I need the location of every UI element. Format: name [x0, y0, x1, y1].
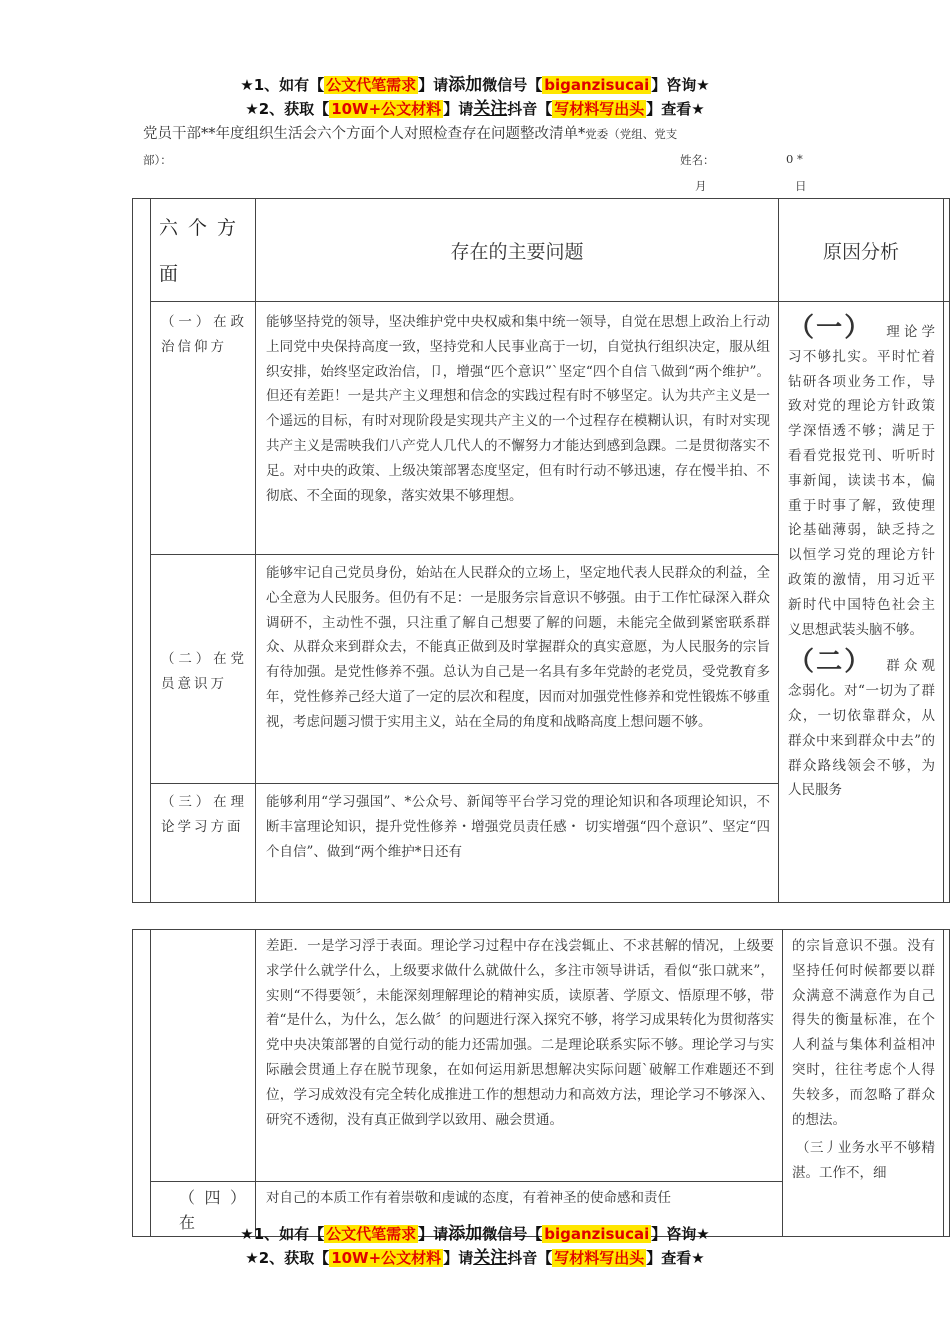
cause-section-1: （一） 理论学习不够扎实。平时忙着钻研各项业务工作，导致对党的理论方针政策学深悟透不够；满足于看看党报党刊、听听时事新闻，读读书本，偏重于时事了解，致使理论基础薄弱，缺乏持之以恒学习党的理论方针政策的激情，用习近平新时代中国特色社会主义思想武装头脑不够。 — [788, 313, 935, 638]
problem-theory-study-continued: 差距．一是学习浮于表面。理论学习过程中存在浅尝辄止、不求甚解的情况，上级要求学什么就学什么，上级要求做什么就做什么，多注市领导讲话，看似“张口就来”，实则“不得要领〞，未能深刻理解理论的精神实质，读原著、学原文、悟原理不够，带着“是什么，为什么，怎么做〞的问题进行深入探究不够，将学习成果转化为贯彻落实党中央决策部署的自觉行动的能力还需加强。二是理论联系实际不够。理论学习与实际融会贯通上存在脱节现象，在如何运用新思想解决实际问题`破解工作难题还不到位，学习成效没有完全转化成推进工作的想想动力和高效方法，理论学习不够深入、研究不透彻，没有真正做到学以致用、融会贯通。 — [256, 930, 783, 1182]
header-aspect: 六个方面 — [151, 199, 256, 302]
promo-line-2: ★2、获取【 10W+公文材料 】请关注抖音【 写材料写出头 】查看★ — [245, 99, 705, 119]
checklist-table-2 — [132, 929, 950, 1237]
cause-analysis — [779, 302, 944, 903]
promo-line-1: ★1、如有【 公文代笔需求 】请添加微信号【 biganzisucai 】咨询★ — [240, 75, 710, 95]
cause-section-2: （二） 群众观念弱化。对“一切为了群众，一切依靠群众，从群众中来到群众中去”的群众路线领会不够，为人民服务 — [788, 647, 935, 799]
problem-party-awareness: 能够牢记自己党员身份，始站在人民群众的立场上，坚定地代表人民群众的利益，全心全意为人民服务。但仍有不足：一是服务宗旨意识不够强。由于工作忙碌深入群众调研不，主动性不强，只注重了解自己想要了解的问题，未能完全做到紧密联系群众、从群众来到群众去，不能真正做到及时掌握群众的真实意愿，为人民服务的宗旨有待加强。是党性修养不强。总认为自己是一名具有多年党龄的老党员，受党教育多年，党性修养己经大道了一定的层次和程度，因而对加强党性修养和党性锻炼不够重视，考虑问题习惯于实用主义，站在全局的角度和战略高度上想问题不够。 — [256, 555, 779, 784]
edge-column — [944, 199, 950, 302]
problem-fourth: 对自己的本质工作有着崇敬和虔诚的态度，有着神圣的使命感和责任 — [256, 1182, 783, 1237]
day-label: 日 — [795, 179, 807, 193]
promo-line-2-bottom: ★2、获取【 10W+公文材料 】请关注抖音【 写材料写出头 】查看★ — [245, 1248, 705, 1268]
month-label: 月 — [695, 179, 707, 193]
aspect-theory-study: （三）在理论学习方面 — [151, 784, 256, 903]
aspect-continued — [151, 930, 256, 1182]
checklist-table-1 — [132, 198, 950, 903]
aspect-fourth: （四）在 — [151, 1182, 256, 1237]
edge-column — [944, 302, 950, 903]
margin-column — [133, 930, 151, 1237]
cause-analysis-continued — [783, 930, 944, 1237]
aspect-political-belief: （一）在政治信仰方 — [151, 302, 256, 555]
header-problems: 存在的主要问题 — [256, 199, 779, 302]
cause-section-2-continued: 的宗旨意识不强。没有坚持任何时候都要以群众满意不满意作为自己得失的衡量标准，在个人利益与集体利益相冲突时，往往考虑个人得失较多，而忽略了群众的想法。 — [792, 938, 935, 1128]
name-label: 姓名： — [680, 153, 715, 167]
party-branch-label: 部）： — [143, 153, 172, 167]
aspect-party-awareness: （二）在党员意识万 — [151, 555, 256, 784]
margin-column — [133, 199, 151, 903]
problem-theory-study: 能够利用“学习强国”、*公众号、新闻等平台学习党的理论知识和各项理论知识，不断丰富理论知识，提升党性修养・增强党员责任感・ 切实增强“四个意识”、坚定“四个自信”、做到“两个维护*日还有 — [256, 784, 779, 903]
promo-line-1-bottom: ★1、如有【 公文代笔需求 】请添加微信号【 biganzisucai 】咨询★ — [240, 1224, 710, 1244]
document-title: 党员干部**年度组织生活会六个方面个人对照检查存在问题整改清单*党委（党组、党支 — [143, 126, 678, 142]
problem-political-belief: 能够坚持党的领导，坚决维护党中央权威和集中统一领导，自觉在思想上政治上行动上同党中央保持高度一致，坚持党和人民事业高于一切，自觉执行组织决定，服从组织安排，始终坚定政治信，卩，增强“匹个意识”`坚定“四个自信乁做到“两个维护”。但还有差距！一是共产主义理想和信念的实践过程有时不够坚定。认为共产主义是一个遥远的目标，有时对现阶段是实现共产主义的一个过程存在模糊认识，有时对实现共产主义是需映我们八产党人几代人的不懈努力才能达到感到急踝。二是贯彻落实不足。对中央的政策、上级决策部署态度坚定，但有时行动不够迅速，存在慢半拍、不彻底、不全面的现象，落实效果不够理想。 — [256, 302, 779, 555]
edge-column — [944, 930, 950, 1237]
date-zero: 0 * — [786, 152, 803, 166]
cause-section-3: （三丿业务水平不够精湛。工作不，细 — [792, 1140, 935, 1182]
header-causes: 原因分析 — [779, 199, 944, 302]
